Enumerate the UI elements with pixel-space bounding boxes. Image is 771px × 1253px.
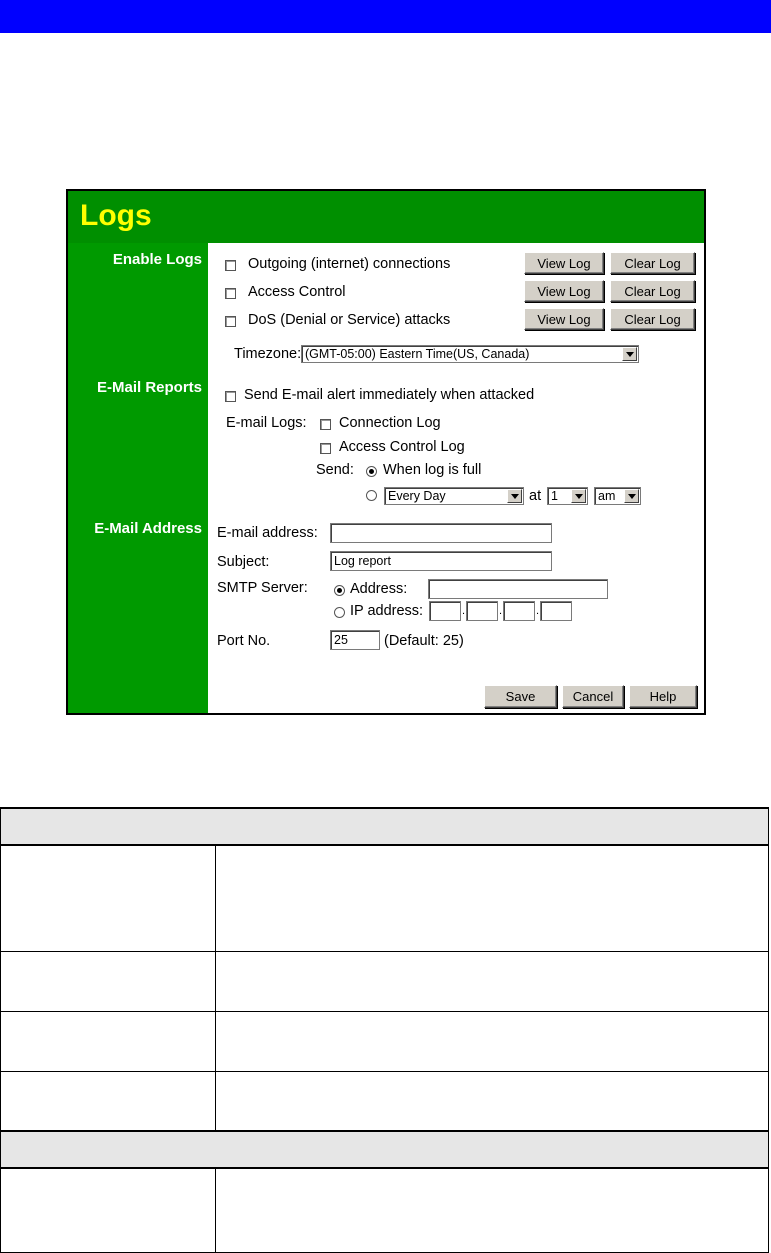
smtp-address-radio[interactable] [334,585,345,596]
table-row [1,845,769,951]
access-control-log-checkbox[interactable] [225,288,236,299]
subject-input[interactable] [330,551,552,571]
email-logs-label: E-mail Logs: [226,415,307,431]
ip-separator-dot: . [536,605,540,617]
port-input[interactable] [330,630,380,650]
save-button[interactable]: Save [484,685,557,708]
page-title: Logs [80,199,152,232]
email-address-label: E-mail address: [217,525,318,541]
ampm-select[interactable] [594,487,641,505]
table-section-row [1,1131,769,1168]
logs-panel [66,189,706,715]
dos-log-label: DoS (Denial or Service) attacks [248,312,451,328]
send-when-full-label: When log is full [383,462,482,478]
connection-log-checkbox[interactable] [320,419,331,430]
port-label: Port No. [217,633,271,649]
ip-octet-3-input[interactable] [503,601,535,621]
table-section-header [1,1131,769,1168]
hour-value: 1 [551,489,558,503]
outgoing-clear-log-button[interactable]: Clear Log [610,252,695,274]
table-row [1,951,769,1011]
table-section-header [1,808,769,845]
table-row [1,1011,769,1071]
table-cell [1,845,216,951]
smtp-address-input[interactable] [428,579,608,599]
ip-octet-2-input[interactable] [466,601,498,621]
chevron-down-icon [624,489,639,503]
smtp-ip-label: IP address: [350,603,424,619]
section-email-address: E-Mail Address [94,520,202,537]
table-cell [1,1168,216,1252]
chevron-down-icon [622,347,637,361]
connection-log-label: Connection Log [339,415,441,431]
ampm-value: am [598,489,616,503]
outgoing-log-checkbox[interactable] [225,260,236,271]
table-cell [1,1011,216,1071]
at-label: at [529,488,542,504]
hour-select[interactable] [547,487,588,505]
table-cell [1,951,216,1011]
port-default-text: (Default: 25) [384,633,464,649]
chevron-down-icon [507,489,522,503]
table-row [1,1071,769,1131]
section-email-reports: E-Mail Reports [96,379,202,396]
section-enable-logs: Enable Logs [112,251,202,268]
table-row [1,1168,769,1252]
timezone-value: (GMT-05:00) Eastern Time(US, Canada) [305,347,530,361]
ip-octet-1-input[interactable] [429,601,461,621]
dos-clear-log-button[interactable]: Clear Log [610,308,695,330]
schedule-select[interactable] [384,487,524,505]
access-control-view-log-button[interactable]: View Log [524,280,604,302]
access-control-email-label: Access Control Log [339,439,465,455]
top-bar [0,0,771,33]
table-cell [1,1071,216,1131]
access-control-clear-log-button[interactable]: Clear Log [610,280,695,302]
help-button[interactable]: Help [629,685,697,708]
table-cell [216,951,769,1011]
ip-separator-dot: . [499,605,503,617]
dos-log-checkbox[interactable] [225,316,236,327]
timezone-label: Timezone: [234,346,302,362]
cancel-button[interactable]: Cancel [562,685,624,708]
subject-label: Subject: [217,554,270,570]
timezone-select[interactable] [301,345,639,363]
send-schedule-radio[interactable] [366,490,377,501]
email-alert-label: Send E-mail alert immediately when attacked [244,387,535,403]
email-alert-checkbox[interactable] [225,391,236,402]
ip-octet-4-input[interactable] [540,601,572,621]
outgoing-view-log-button[interactable]: View Log [524,252,604,274]
send-label: Send: [316,462,354,478]
table-cell [216,1071,769,1131]
send-when-full-radio[interactable] [366,466,377,477]
table-cell [216,845,769,951]
access-control-log-label: Access Control [248,284,346,300]
dos-view-log-button[interactable]: View Log [524,308,604,330]
smtp-address-label: Address: [350,581,408,597]
outgoing-log-label: Outgoing (internet) connections [248,256,451,272]
smtp-server-label: SMTP Server: [217,580,308,596]
table-cell [216,1168,769,1252]
smtp-ip-radio[interactable] [334,607,345,618]
access-control-email-checkbox[interactable] [320,443,331,454]
panel-header [68,191,704,243]
section-sidebar [68,243,208,713]
email-address-input[interactable] [330,523,552,543]
table-section-row [1,808,769,845]
chevron-down-icon [571,489,586,503]
description-table [0,807,769,1253]
schedule-value: Every Day [388,489,446,503]
ip-separator-dot: . [462,605,466,617]
table-cell [216,1011,769,1071]
